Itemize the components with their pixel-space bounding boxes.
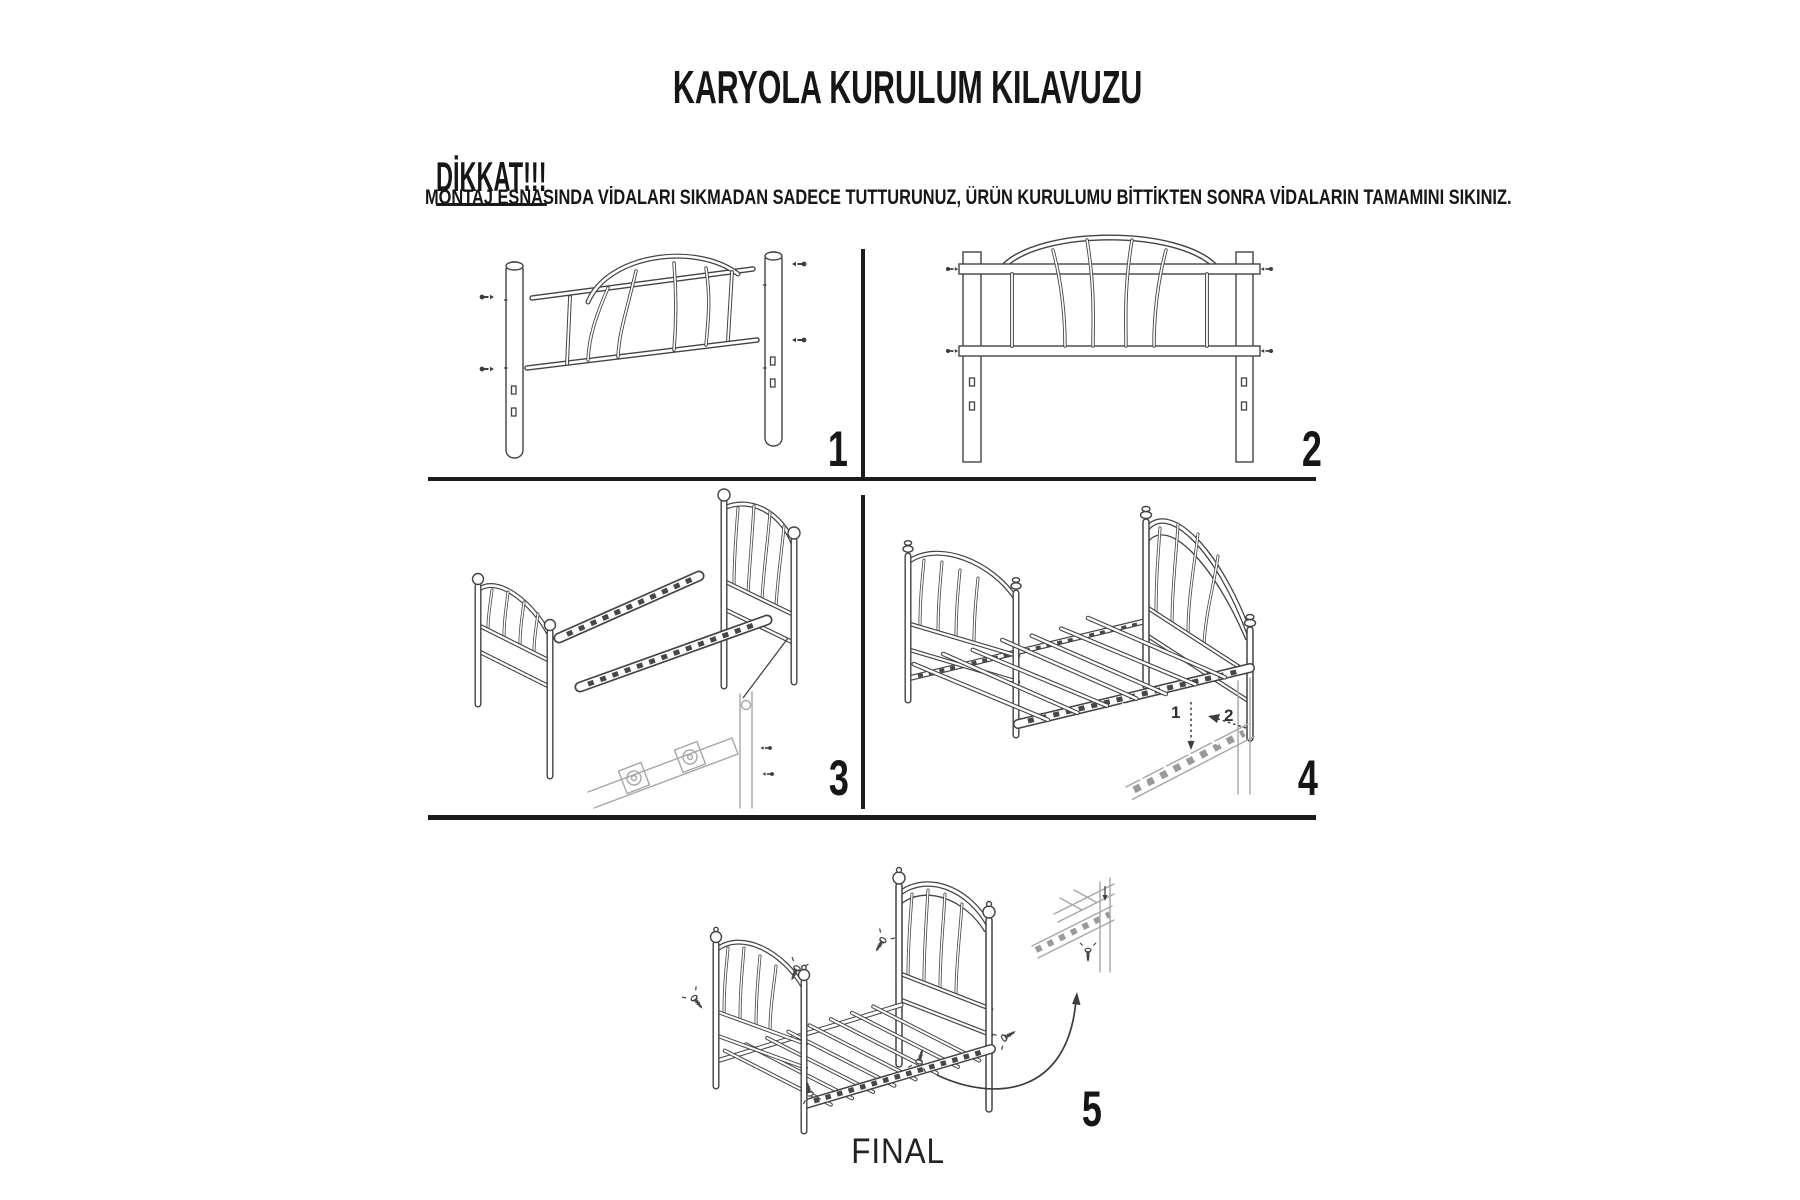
divider-below-row2 [428, 815, 1316, 820]
step3-illustration [462, 486, 854, 812]
final-label: FINAL [851, 1132, 945, 1171]
step1-number: 1 [827, 421, 849, 477]
step3-number: 3 [828, 750, 850, 806]
step2-number: 2 [1301, 421, 1323, 477]
right-post [763, 252, 782, 446]
back-rail [720, 1005, 901, 1060]
footboard [711, 927, 810, 1131]
step4-illustration [888, 478, 1346, 812]
arch [1004, 238, 1215, 267]
footboard [473, 574, 556, 777]
inset-label-2: 2 [1224, 706, 1234, 725]
rails [959, 264, 1260, 356]
headboard-frame [527, 256, 757, 368]
side-rail-upper [559, 576, 699, 638]
headboard [718, 489, 800, 686]
left-post [963, 252, 981, 462]
bolt-icons-left [480, 295, 494, 371]
step1-illustration [470, 240, 855, 472]
left-post [504, 262, 523, 458]
bolt-icons-right [792, 262, 806, 342]
page-title: KARYOLA KURULUM KILAVUZU [672, 61, 1143, 113]
post-holes [970, 378, 1247, 410]
curved-arrow [937, 1000, 1076, 1089]
step5-number: 5 [1081, 1081, 1103, 1137]
warning-text: MONTAJ ESNASINDA VİDALARI SIKMADAN SADECE TUTTURUNUZ, ÜRÜN KURULUMU BİTTİKTEN SONRA VİDALARIN TAMAMINI SIKINIZ. [425, 186, 1512, 209]
bolt-icons [946, 267, 1272, 353]
step4-number: 4 [1297, 750, 1319, 806]
step2-illustration [952, 228, 1267, 468]
step5-illustration [664, 854, 1114, 1138]
detail-inset [1032, 878, 1114, 972]
spokes [1012, 240, 1207, 346]
right-post [1236, 252, 1253, 462]
inset-label-1: 1 [1171, 703, 1181, 722]
detail-inset [588, 692, 774, 808]
footboard [903, 541, 1021, 735]
leader-line [743, 638, 788, 698]
side-rail-lower [580, 620, 767, 687]
warning-heading: DİKKAT!!! [436, 156, 634, 206]
